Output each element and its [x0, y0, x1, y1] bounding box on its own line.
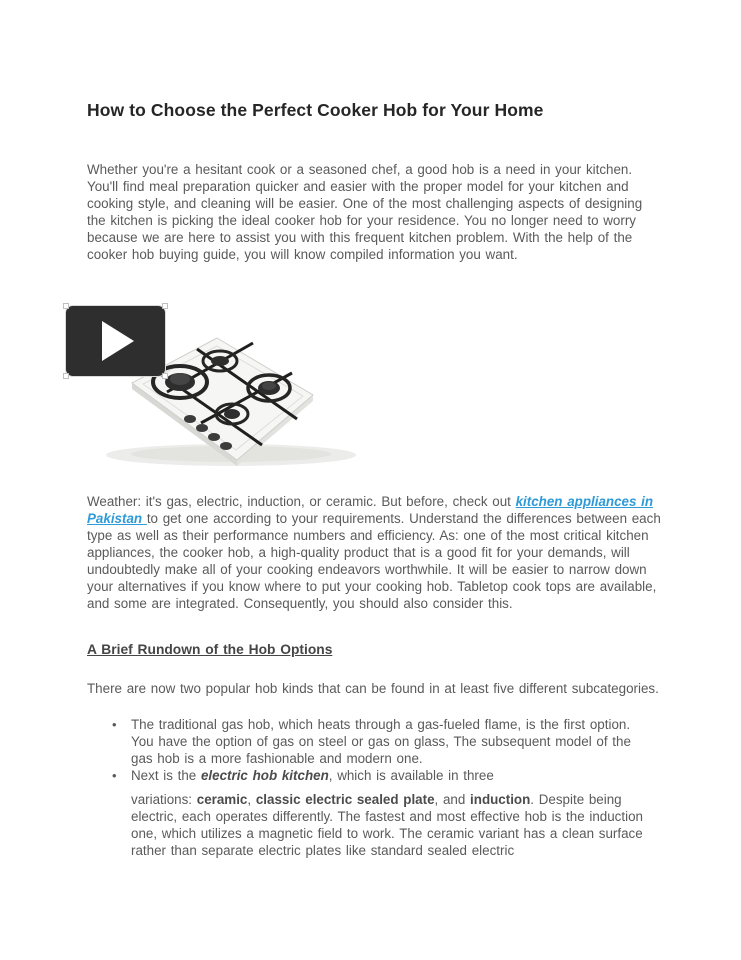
text-segment: . Despite being electric, each operates differently. The fastest and most effective hob is the induction one, which utilizes a magnetic field to work. The ceramic variant has a clean surface rather than separate electric plates like standard sealed electric	[131, 792, 643, 858]
text-segment: electric hob kitchen	[200, 768, 329, 783]
video-thumbnail[interactable]	[66, 297, 376, 473]
list-item-paragraph	[131, 767, 643, 784]
list-item-paragraph	[131, 716, 643, 767]
section-heading: A Brief Rundown of the Hob Options	[87, 642, 333, 658]
subcategories-paragraph: There are now two popular hob kinds that can be found in at least five different subcategories.	[87, 681, 659, 697]
text-segment: induction	[470, 792, 531, 807]
selection-handle	[63, 303, 69, 309]
play-button[interactable]	[66, 306, 165, 376]
text-segment: , which is available in three	[328, 768, 494, 783]
selection-handle	[63, 373, 69, 379]
text-segment: The traditional gas hob, which heats through a gas-fueled flame, is the first option. You have the option of gas on steel or gas on glass, The subsequent model of the gas hob is a more fashionable and modern one.	[131, 717, 631, 766]
text-segment: ceramic	[196, 792, 248, 807]
text-segment: variations:	[131, 792, 197, 807]
text-segment: Weather: it's gas, electric, induction, or ceramic. But before, check out	[87, 494, 516, 510]
list-item	[87, 716, 643, 767]
article-title: How to Choose the Perfect Cooker Hob for Your Home	[87, 99, 544, 120]
selection-handle	[162, 303, 168, 309]
text-segment: ,	[247, 792, 256, 807]
hob-options-list	[87, 716, 643, 859]
text-segment: Next is the	[131, 768, 201, 783]
intro-paragraph: Whether you're a hesitant cook or a seasoned chef, a good hob is a need in your kitchen. You'll find meal preparation quicker and easier with the proper model for your kitchen and cooking style, and cleaning will be easier. One of the most challenging aspects of designing the kitchen is picking the ideal cooker hob for your residence. You no longer need to worry because we are here to assist you with this frequent kitchen problem. With the help of the cooker hob buying guide, you will know compiled information you want.	[87, 162, 643, 263]
kitchen-appliances-link[interactable]: kitchen appliances in Pakistan	[87, 494, 654, 527]
appliances-paragraph	[87, 493, 661, 612]
text-segment: to get one according to your requirements. Understand the differences between each type as well as their performance numbers and efficiency. As: one of the most critical kitchen appliances, the cooker hob, a high-quality product that is a good fit for your demands, will undoubtedly make all of your cooking endeavors worthwhile. It will be easier to narrow down your alternatives if you know where to put your cooking hob. Tabletop cook tops are available, and some are integrated. Consequently, you should also consider this.	[87, 511, 661, 612]
text-segment: classic electric sealed plate	[255, 792, 435, 807]
list-item	[87, 767, 643, 859]
play-icon	[102, 321, 134, 361]
list-item-paragraph	[131, 791, 643, 859]
selection-handle	[162, 373, 168, 379]
text-segment: , and	[434, 792, 471, 807]
